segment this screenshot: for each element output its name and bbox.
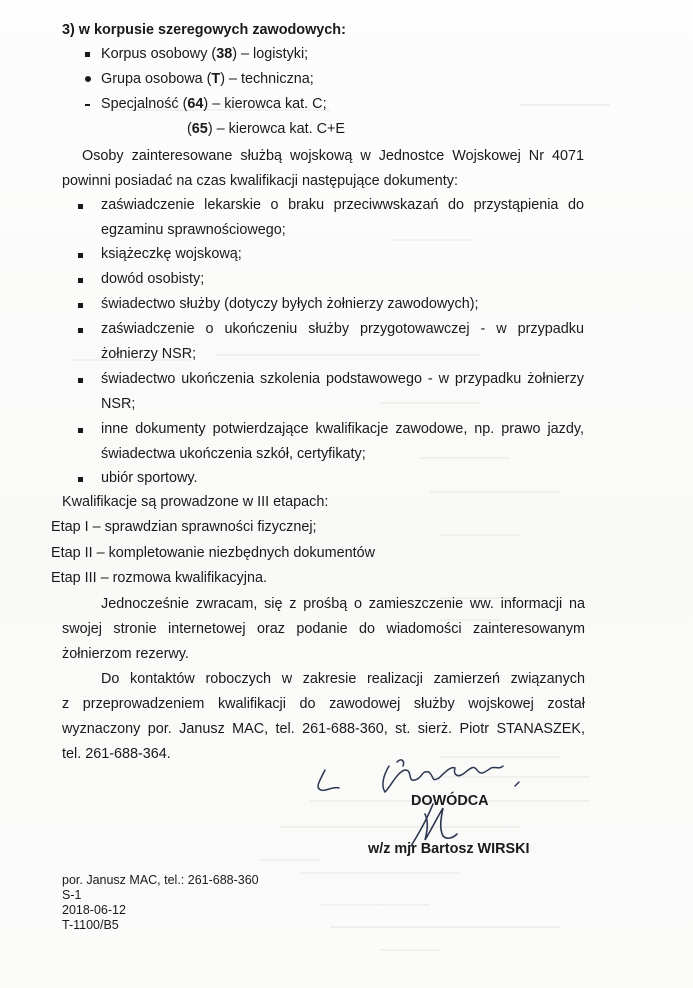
bullet-dot	[85, 76, 91, 82]
signature-title: DOWÓDCA	[411, 793, 489, 809]
bullet-dash	[85, 104, 90, 106]
doc-item-3: dowód osobisty;	[101, 271, 205, 287]
doc-item-2: książeczkę wojskową;	[101, 246, 242, 262]
intro-line-1: Osoby zainteresowane służbą wojskową w Jednostce Wojskowej Nr 4071	[82, 148, 584, 164]
contacts-line-3: wyznaczony por. Janusz MAC, tel. 261-688-360, st. sierż. Piotr STANASZEK,	[62, 721, 585, 737]
doc-item-8: ubiór sportowy.	[101, 470, 198, 486]
doc-item-4: świadectwo służby (dotyczy byłych żołnierzy zawodowych);	[101, 296, 479, 312]
korpus-item: Korpus osobowy (38) – logistyki;	[101, 46, 309, 62]
bullet-square	[78, 328, 83, 333]
bullet-square	[78, 428, 83, 433]
contacts-line-4: tel. 261-688-364.	[62, 746, 171, 762]
bullet-square	[78, 477, 83, 482]
footer-line-2: S-1	[62, 888, 82, 902]
doc-item-5-line-1: zaświadczenie o ukończeniu służby przygotowawczej - w przypadku	[101, 321, 584, 337]
bullet-square	[78, 278, 83, 283]
contacts-line-2: z przeprowadzeniem kwalifikacji do zawodowej służby wojskowej został	[62, 696, 585, 712]
stages-intro: Kwalifikacje są prowadzone w III etapach:	[62, 494, 329, 510]
specjalnosc-item-2: (65) – kierowca kat. C+E	[187, 121, 345, 137]
doc-item-1-line-1: zaświadczenie lekarskie o braku przeciwwskazań do przystąpienia do	[101, 197, 584, 213]
bullet-square	[85, 52, 90, 57]
bullet-square	[78, 378, 83, 383]
section-heading: 3) w korpusie szeregowych zawodowych:	[62, 22, 346, 38]
footer-line-1: por. Janusz MAC, tel.: 261-688-360	[62, 873, 259, 887]
bullet-square	[78, 303, 83, 308]
bullet-square	[78, 204, 83, 209]
grupa-item: Grupa osobowa (T) – techniczna;	[101, 71, 314, 87]
doc-item-7-line-1: inne dokumenty potwierdzające kwalifikacje zawodowe, np. prawo jazdy,	[101, 421, 584, 437]
signature-name: w/z mjr Bartosz WIRSKI	[368, 841, 530, 857]
request-line-3: żołnierzom rezerwy.	[62, 646, 189, 662]
doc-item-6-line-2: NSR;	[101, 396, 136, 412]
stage-2: Etap II – kompletowanie niezbędnych dokumentów	[51, 545, 375, 561]
bullet-square	[78, 253, 83, 258]
request-line-2: swojej stronie internetowej oraz podanie do wiadomości zainteresowanym	[62, 621, 585, 637]
doc-item-7-line-2: świadectwa ukończenia szkół, certyfikaty;	[101, 446, 366, 462]
doc-item-5-line-2: żołnierzy NSR;	[101, 346, 197, 362]
doc-item-1-line-2: egzaminu sprawnościowego;	[101, 222, 286, 238]
footer-line-3: 2018-06-12	[62, 903, 126, 917]
doc-item-6-line-1: świadectwo ukończenia szkolenia podstawowego - w przypadku żołnierzy	[101, 371, 584, 387]
footer-line-4: T-1100/B5	[62, 918, 119, 932]
contacts-line-1: Do kontaktów roboczych w zakresie realizacji zamierzeń związanych	[101, 671, 585, 687]
intro-line-2: powinni posiadać na czas kwalifikacji następujące dokumenty:	[62, 173, 458, 189]
request-line-1: Jednocześnie zwracam, się z prośbą o zamieszczenie ww. informacji na	[101, 596, 585, 612]
stage-3: Etap III – rozmowa kwalifikacyjna.	[51, 570, 267, 586]
stage-1: Etap I – sprawdzian sprawności fizycznej;	[51, 519, 317, 535]
specjalnosc-item: Specjalność (64) – kierowca kat. C;	[101, 96, 327, 112]
